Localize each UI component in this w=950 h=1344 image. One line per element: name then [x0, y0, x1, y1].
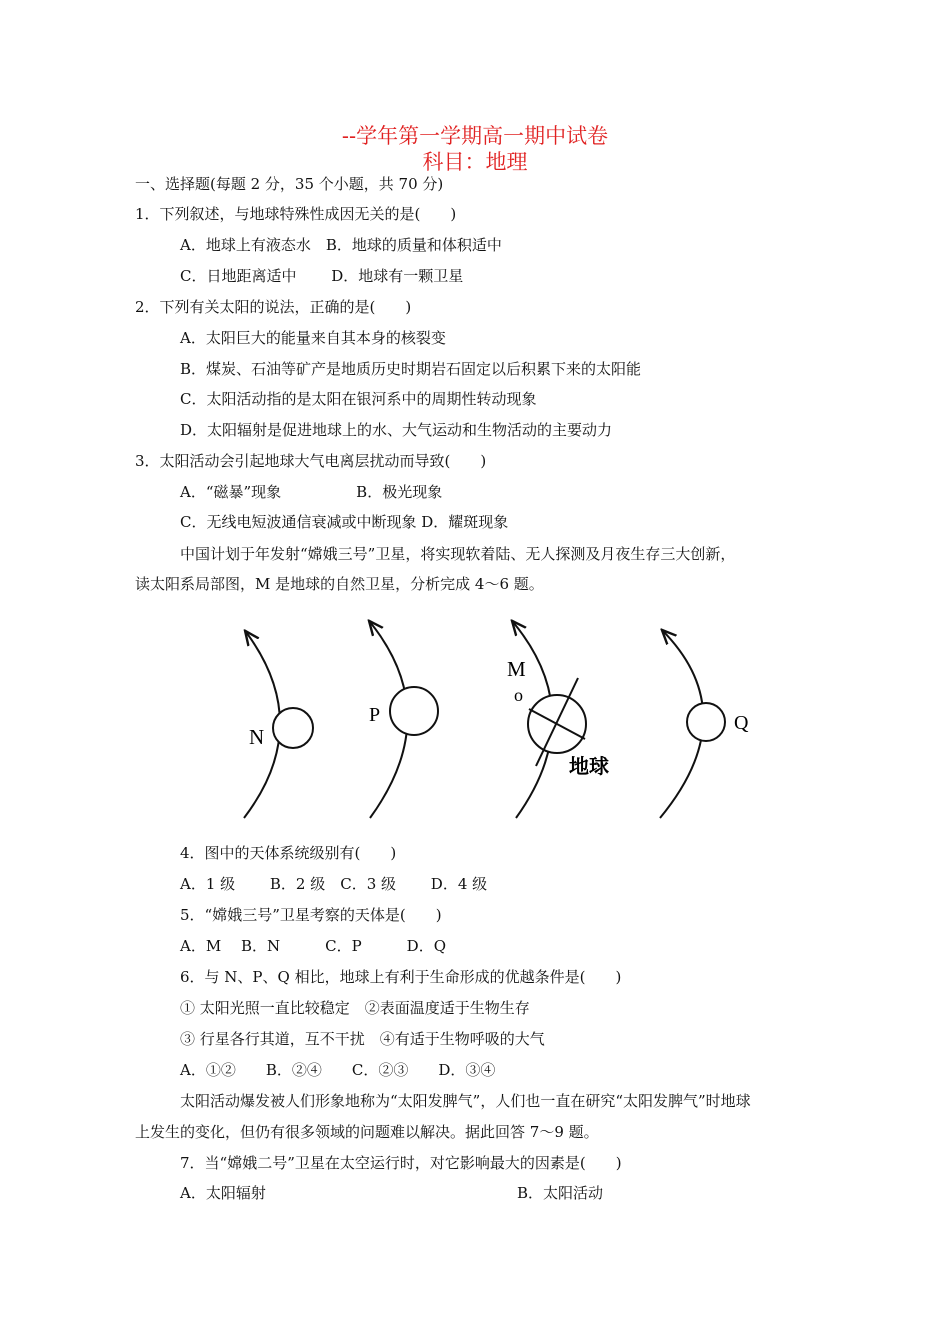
- planet-n: [273, 708, 313, 748]
- label-moon: o: [514, 685, 523, 705]
- section-heading: 一、选择题(每题 2 分，35 个小题，共 70 分): [135, 175, 444, 193]
- question-1-stem: 1．下列叙述，与地球特殊性成因无关的是( ): [135, 205, 457, 223]
- question-6-statements-2: ③ 行星各行其道，互不干扰 ④有适于生物呼吸的大气: [180, 1030, 545, 1048]
- question-1-options-row2: C．日地距离适中 D．地球有一颗卫星: [180, 267, 464, 285]
- question-7-option-a: A．太阳辐射: [180, 1184, 266, 1202]
- question-4-options: A．1 级 B．2 级 C．3 级 D．4 级: [180, 875, 488, 893]
- question-2-option-d: D．太阳辐射是促进地球上的水、大气运动和生物活动的主要动力: [180, 421, 613, 439]
- question-6-stem: 6．与 N、P、Q 相比，地球上有利于生命形成的优越条件是( ): [180, 968, 622, 986]
- question-2-stem: 2．下列有关太阳的说法，正确的是( ): [135, 298, 412, 316]
- question-2-option-c: C．太阳活动指的是太阳在银河系中的周期性转动现象: [180, 390, 537, 408]
- question-5-stem: 5．“嫦娥三号”卫星考察的天体是( ): [180, 906, 442, 924]
- planet-q: [687, 703, 725, 741]
- label-earth: 地球: [569, 756, 609, 778]
- question-3-stem: 3．太阳活动会引起地球大气电离层扰动而导致( ): [135, 452, 487, 470]
- label-n: N: [249, 725, 265, 749]
- passage-2-line1: 太阳活动爆发被人们形象地称为“太阳发脾气”，人们也一直在研究“太阳发脾气”时地球: [180, 1092, 751, 1110]
- exam-subject: 科目：地理: [422, 150, 528, 174]
- exam-title: --学年第一学期高一期中试卷: [341, 124, 609, 148]
- label-p: P: [369, 704, 381, 726]
- question-4-stem: 4．图中的天体系统级别有( ): [180, 844, 397, 862]
- passage-2-line2: 上发生的变化，但仍有很多领域的问题难以解决。据此回答 7～9 题。: [135, 1123, 599, 1141]
- question-5-options: A．M B．N C．P D．Q: [180, 937, 447, 955]
- question-6-statements-1: ① 太阳光照一直比较稳定 ②表面温度适于生物生存: [180, 999, 530, 1017]
- passage-1-line2: 读太阳系局部图，M 是地球的自然卫星，分析完成 4～6 题。: [135, 575, 544, 593]
- label-m: M: [507, 657, 526, 681]
- label-q: Q: [734, 712, 749, 734]
- question-1-options-row1: A．地球上有液态水 B．地球的质量和体积适中: [180, 236, 502, 254]
- question-2-option-b: B．煤炭、石油等矿产是地质历史时期岩石固定以后积累下来的太阳能: [180, 360, 642, 378]
- question-6-options: A．①② B．②④ C．②③ D．③④: [180, 1061, 496, 1079]
- question-7-stem: 7．当“嫦娥二号”卫星在太空运行时，对它影响最大的因素是( ): [180, 1154, 622, 1172]
- question-7-option-b: B．太阳活动: [517, 1184, 604, 1202]
- passage-1-line1: 中国计划于年发射“嫦娥三号”卫星，将实现软着陆、无人探测及月夜生存三大创新，: [180, 545, 736, 563]
- planet-p: [390, 687, 438, 735]
- question-3-options-row2: C．无线电短波通信衰减或中断现象 D．耀斑现象: [180, 513, 509, 531]
- question-3-options-row1: A．“磁暴”现象 B．极光现象: [180, 483, 443, 501]
- question-2-option-a: A．太阳巨大的能量来自其本身的核裂变: [180, 329, 446, 347]
- solar-system-diagram: [0, 605, 950, 845]
